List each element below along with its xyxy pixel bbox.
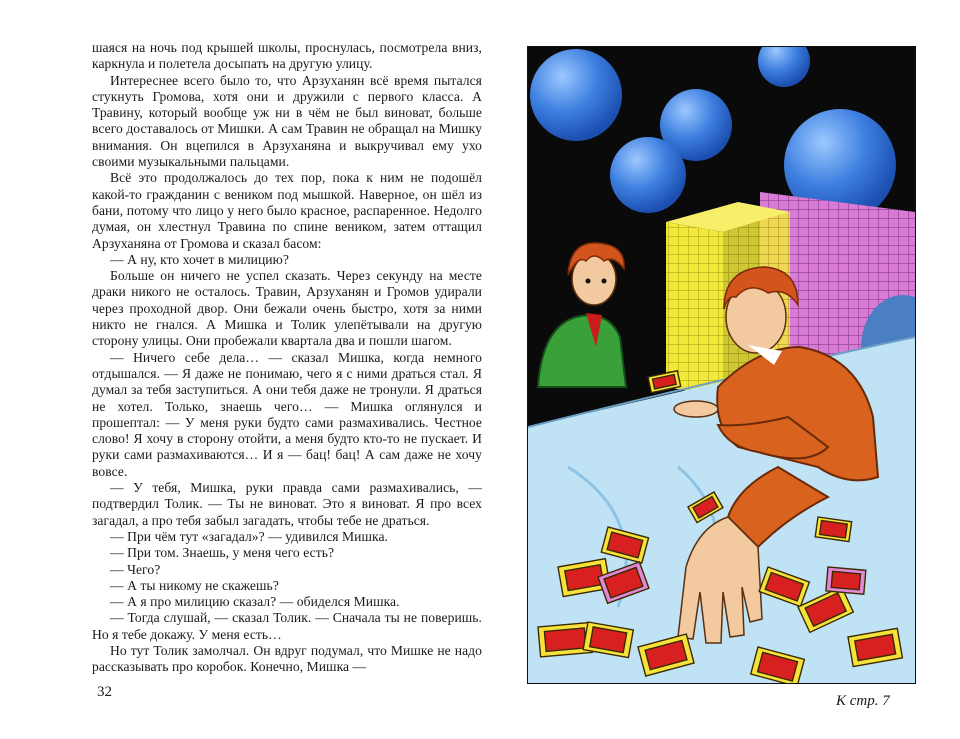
illustration-art [528,47,915,683]
paragraph: — Чего? [110,561,161,577]
paragraph: Всё это продолжалось до тех пор, пока к ним не подошёл какой-то гражданин с веником под мышкой. Наверное, он шёл из бани, потому что лицо у него было красное, распаренное. Недолго думая, он хлестнул Травина по спине веником, затем оттащил Арзуханяна от Громова и сказал басом: [92,170,482,251]
book-text-column [92,40,482,676]
boy-orange-hand-open [674,401,718,417]
illustration [527,46,916,684]
paragraph: Интереснее всего было то, что Арзуханян всё время пытался стукнуть Громова, хотя они и дружили с первого класса. А Травину, который вообще уж ни в чём не был виноват, больше всего доставалось от Мишки. А сам Травин не обращал на Мишку внимания. Он вцепился в Арзуханяна и выкручивал ему ухо своими музыкальными пальцами. [92,72,482,170]
paragraph: Больше он ничего не успел сказать. Через секунду на месте драки никого не осталось. Травин, Арзуханян и Громов удирали через проходной двор. Они бежали очень быстро, хотя за ними никто не гнался. А Мишка и Толик улепётывали на другую сторону улицы. Они пробежали квартала два и пошли шагом. [92,268,482,349]
paragraph: — А ну, кто хочет в милицию? [110,251,289,267]
paragraph: — При чём тут «загадал»? — удивился Мишка. [110,528,388,544]
paragraph: — Ничего себе дела… — сказал Мишка, когда немного отдышался. — Я даже не понимаю, чего я с ними драться стал. Я думал за тебя заступиться. А они тебя даже не тронули. Я драться не хотел. Только, знаешь чего… — Мишка оглянулся и прошептал: — У меня руки будто сами размахивались. Честное слово! Я хочу в сторону отойти, а меня будто кто-то не пускает. И руки сами размахиваются… И я — бац! бац! А сам даже не хочу вовсе. [92,349,482,479]
paragraph: шаяся на ночь под крышей школы, проснулась, посмотрела вниз, каркнула и полетела досыпать на другую улицу. [92,40,482,72]
paragraph: — У тебя, Мишка, руки правда сами размахивались, — подтвердил Толик. — Ты не виноват. Это я виноват. Я про всех загадал, а про тебя забыл загадать, чтобы тебе не драться. [92,480,482,528]
paragraph: — Тогда слушай, — сказал Толик. — Сначала ты не поверишь. Но я тебе докажу. У меня есть… [92,610,482,642]
bubble [610,137,686,213]
bubble [530,49,622,141]
paragraph: Но тут Толик замолчал. Он вдруг подумал, что Мишке не надо рассказывать про коробок. Конечно, Мишка — [92,642,482,675]
paragraph: — А ты никому не скажешь? [110,577,279,593]
paragraph: — При том. Знаешь, у меня чего есть? [110,545,335,561]
paragraph: — А я про милицию сказал? — обиделся Мишка. [110,594,400,610]
page-number: 32 [97,684,112,700]
illustration-caption: К стр. 7 [836,693,890,709]
